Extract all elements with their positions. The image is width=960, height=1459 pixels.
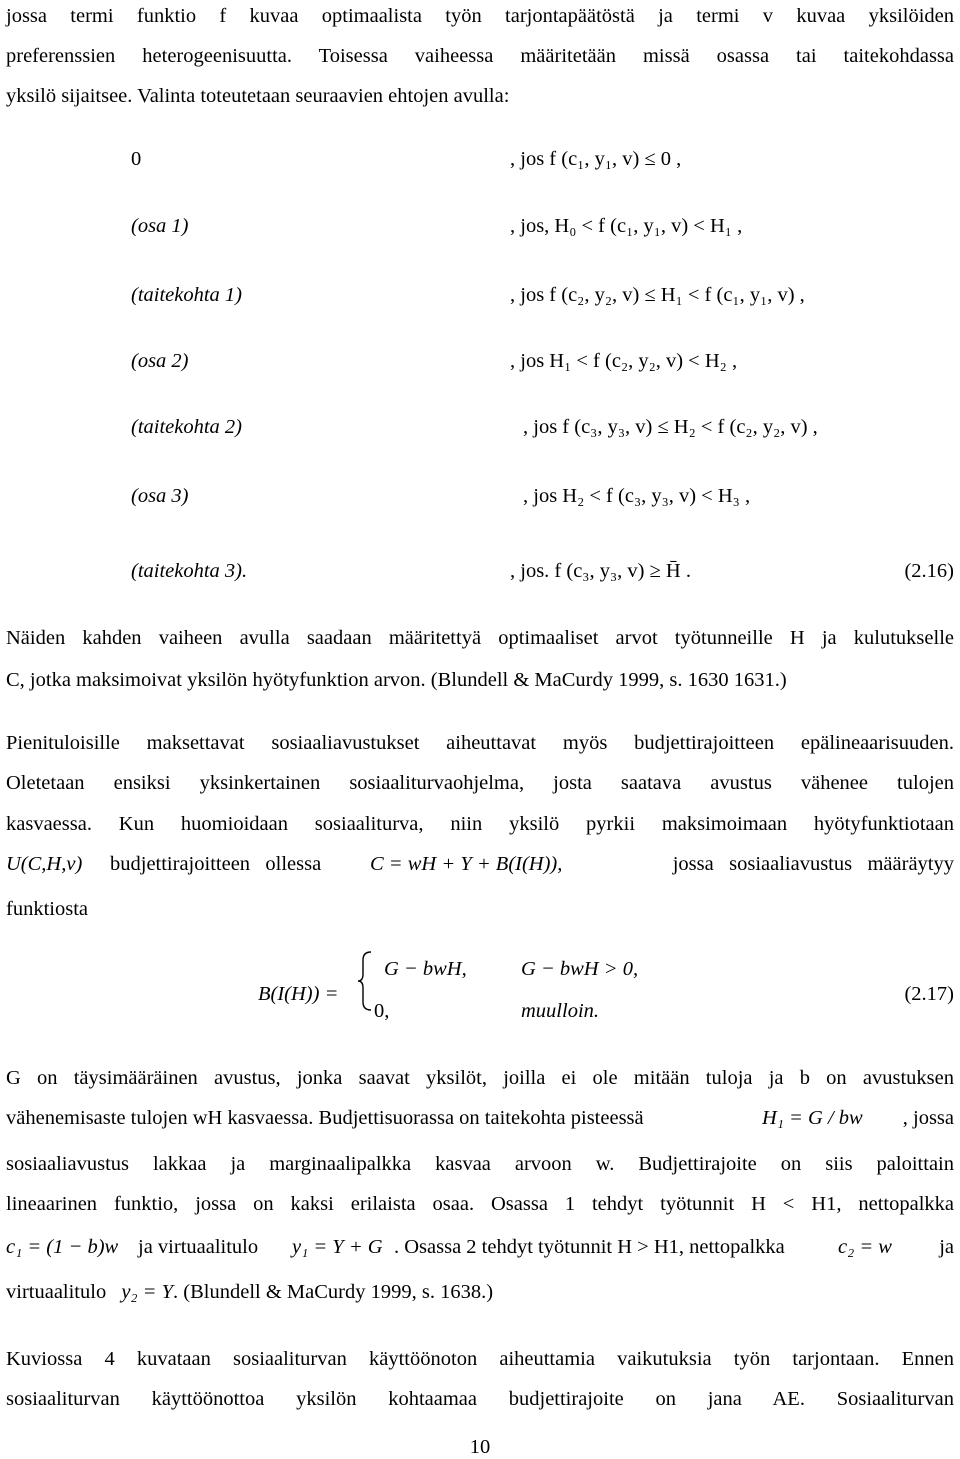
condition-label: (taitekohta 3). — [131, 560, 248, 582]
net-wage-1-formula: c₁ = (1 − b)w — [6, 1236, 119, 1258]
condition-row — [0, 215, 960, 245]
para3-line5: funktiosta — [6, 898, 88, 920]
condition-label: 0 — [131, 148, 142, 170]
condition-expression: , jos f (c₁, y₁, v) ≤ 0 , — [510, 148, 682, 170]
para3-text: budjettirajoitteen ollessa — [110, 853, 322, 875]
equation-number: (2.16) — [904, 560, 954, 582]
condition-expression: , jos f (c₂, y₂, v) ≤ H₁ < f (c₁, y₁, v) , — [510, 284, 805, 306]
para4-line4: lineaarinen funktio, jossa on kaksi erilaista osaa. Osassa 1 tehdyt työtunnit H < H1, nettopalkka — [6, 1193, 954, 1215]
para3-line1: Pienituloisille maksettavat sosiaaliavustukset aiheuttavat myös budjettirajoitteen epälineaarisuuden. — [6, 732, 954, 754]
para4-text: ja virtuaalitulo — [138, 1236, 259, 1258]
para4-line3: sosiaaliavustus lakkaa ja marginaalipalkka kasvaa arvoon w. Budjettirajoite on siis paloittain — [6, 1153, 954, 1175]
para4-line6 — [6, 1280, 954, 1304]
condition-row — [0, 485, 960, 515]
para1-line1: jossa termi funktio f kuvaa optimaalista työn tarjontapäätöstä ja termi v kuvaa yksilöiden — [6, 5, 954, 27]
condition-row — [0, 560, 960, 590]
condition-expression: , jos f (c₃, y₃, v) ≤ H₂ < f (c₂, y₂, v) , — [523, 416, 818, 438]
para3-line2: Oletetaan ensiksi yksinkertainen sosiaaliturvaohjelma, josta saatava avustus vähenee tulojen — [6, 772, 954, 794]
page-number: 10 — [469, 1436, 491, 1458]
para3-line3: kasvaessa. Kun huomioidaan sosiaaliturva, niin yksilö pyrkii maksimoimaan hyötyfunktiotaan — [6, 813, 954, 835]
virtual-income-1-formula: y₁ = Y + G — [292, 1236, 383, 1258]
para5-line1: Kuviossa 4 kuvataan sosiaaliturvan käyttöönoton aiheuttamia vaikutuksia työn tarjontaan. Ennen — [6, 1348, 954, 1370]
condition-row — [0, 416, 960, 446]
para4-line1: G on täysimääräinen avustus, jonka saavat yksilöt, joilla ei ole mitään tuloja ja b on avustuksen — [6, 1067, 954, 1089]
condition-expression: , jos H₁ < f (c₂, y₂, v) < H₂ , — [510, 350, 738, 372]
budget-constraint: C = wH + Y + B(I(H)), — [370, 853, 563, 875]
para2-line2: C, jotka maksimoivat yksilön hyötyfunktion arvon. (Blundell & MaCurdy 1999, s. 1630 1631.) — [6, 669, 787, 691]
condition-label: (taitekohta 1) — [131, 284, 243, 306]
virtual-income-2-formula: y₂ = Y — [121, 1281, 174, 1303]
para5-line2: sosiaaliturvan käyttöönottoa yksilön kohtaamaa budjettirajoite on jana AE. Sosiaaliturvan — [6, 1388, 954, 1410]
condition-expression: , jos. f (c₃, y₃, v) ≥ H̄ . — [510, 560, 691, 582]
case2-condition: muulloin. — [521, 1000, 600, 1022]
equation-lhs: B(I(H)) = — [258, 983, 339, 1005]
para4-text: . (Blundell & MaCurdy 1999, s. 1638.) — [173, 1281, 494, 1303]
condition-row — [0, 148, 960, 178]
equation-number: (2.17) — [904, 983, 954, 1005]
para4-text: virtuaalitulo — [6, 1281, 107, 1303]
para4-text: . Osassa 2 tehdyt työtunnit H > H1, nettopalkka — [394, 1236, 785, 1258]
para1-line3: yksilö sijaitsee. Valinta toteutetaan seuraavien ehtojen avulla: — [6, 85, 510, 107]
net-wage-2-formula: c₂ = w — [838, 1236, 892, 1258]
case1-value: G − bwH, — [384, 958, 467, 980]
para1-line2: preferenssien heterogeenisuutta. Toisessa vaiheessa määritetään missä osassa tai taitekohdassa — [6, 45, 954, 67]
case2-value: 0, — [374, 1000, 390, 1022]
condition-label: (osa 3) — [131, 485, 189, 507]
condition-expression: , jos, H₀ < f (c₁, y₁, v) < H₁ , — [510, 215, 743, 237]
condition-row — [0, 284, 960, 314]
para4-text: , jossa — [902, 1107, 954, 1129]
para2-line1: Näiden kahden vaiheen avulla saadaan määritettyä optimaaliset arvot työtunneille H ja kulutukselle — [6, 627, 954, 649]
condition-label: (osa 1) — [131, 215, 189, 237]
condition-row — [0, 350, 960, 380]
para3-line4 — [6, 852, 954, 876]
para4-text: ja — [939, 1236, 954, 1258]
para4-line2 — [6, 1106, 954, 1130]
case1-condition: G − bwH > 0, — [521, 958, 639, 980]
kink-point-formula: H₁ = G / bw — [762, 1107, 863, 1129]
utility-function: U(C,H,v) — [6, 853, 83, 875]
left-brace-icon — [357, 950, 375, 1012]
condition-label: (taitekohta 2) — [131, 416, 243, 438]
condition-label: (osa 2) — [131, 350, 189, 372]
para4-text: vähenemisaste tulojen wH kasvaessa. Budjettisuorassa on taitekohta pisteessä — [6, 1107, 644, 1129]
condition-expression: , jos H₂ < f (c₃, y₃, v) < H₃ , — [523, 485, 751, 507]
para3-text: jossa sosiaaliavustus määräytyy — [672, 853, 954, 875]
para4-line5 — [6, 1235, 954, 1259]
